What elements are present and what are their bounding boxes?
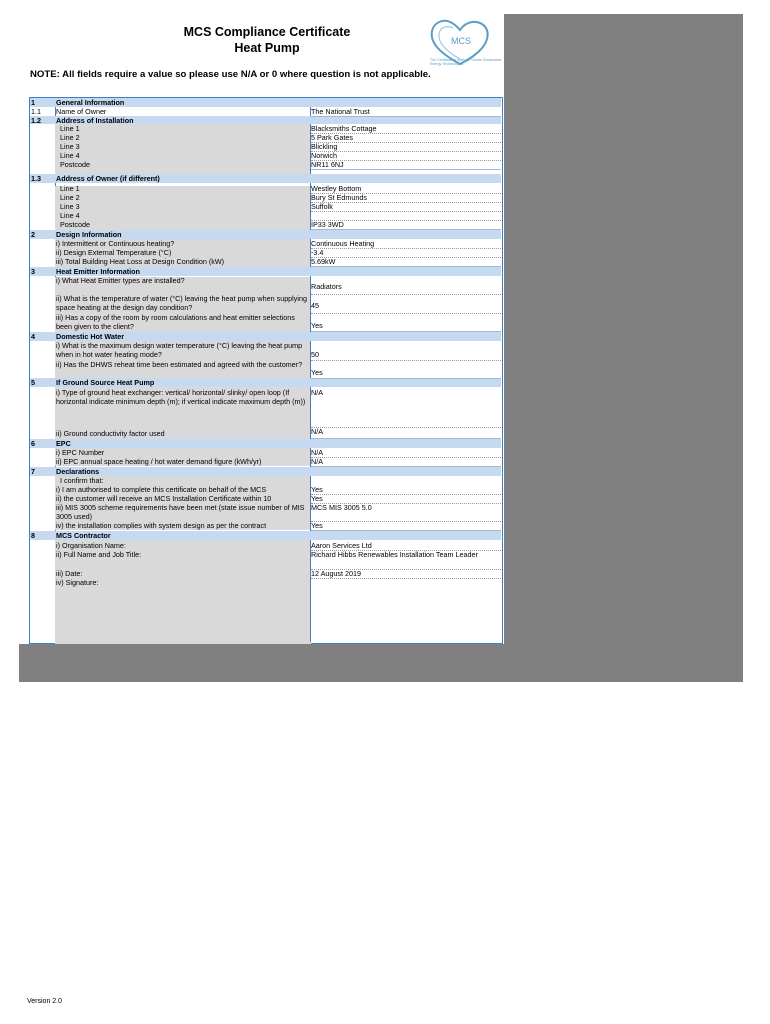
cell-border — [311, 550, 501, 551]
cell-border — [311, 229, 501, 230]
cell-border — [311, 211, 501, 212]
svg-text:MCS: MCS — [451, 36, 471, 46]
section-address: 1.2 Address of Installation — [30, 116, 501, 124]
grey-side-panel — [504, 14, 743, 682]
cell-border — [311, 160, 501, 161]
cell-border — [311, 169, 501, 170]
cell-border — [311, 116, 501, 117]
cell-border — [311, 133, 501, 134]
cell-border — [311, 530, 501, 531]
section-emitter: 3 Heat Emitter Information — [30, 267, 501, 276]
cell-border — [311, 360, 501, 361]
cell-border — [311, 202, 501, 203]
section-general: 1 General Information — [30, 98, 501, 107]
cell-border — [311, 569, 501, 570]
certificate-form: 1 General Information 1.1 Name of Owner The National Trust 1.2 Address of Installation Line 1 Blacksmiths Cottage Line 2 5 Park Gates Line 3 Blickling Line 4 Norwich Postcode NR11 6NJ 1.3 Address of Owner (if different) Line 1 Westley Bottom Line 2 Bury St Edmunds Line 3 Suffolk Line 4 Postcode IP33 3WD 2 Design Information i) Intermittent or Continuous heating? Continuous Heating ii) Design External Temperature (°C) -3.4 iii) Total Building Heat Loss at Design Condition (kW) 5.69kW 3 Heat Emitter Information i) What Heat Emitter types are installed? Radiators ii) What is the temperature of water (°C) leaving the heat pump when supplying space heating at the design day condition? 45 iii) Has a copy of the room by room calculations and heat emitter selections been given to the client? Yes 4 Domestic Hot Water i) What is the maximum design water temperature (°C) leaving the heat pump when in hot water heating mode? 50 ii) Has the DHWS reheat time been estimated and agreed with the customer? Yes 5 If Ground Source Heat Pump i) Type of ground heat exchanger: vertical/ horizontal/ slinky/ open loop (If horizontal indicate minimum depth (m); if vertical indicate maximum depth (m)) N/A ii) Ground conductivity factor used N/A 6 EPC i) EPC Number N/A ii) EPC annual space heating / hot water demand figure (kWh/yr) N/A 7 Declarations I confirm that: i) I am authorised to complete this certificate on behalf of the MCS Yes ii) the customer will receive an MCS Installation Certificate within 10 Yes iii) MIS 3005 scheme requirements have been met (state issue number of MIS 3005 used) MCS MIS 3005 5.0 iv) the installation complies with system design as per the contract Yes 8 MCS Contractor i) Organisation Name: Aaron Services Ltd ii) Full Name and Job Title: Richard Hibbs Renewables Installation Team Leader iii) Date: 12 August 2019 iv) Signature: — [29, 97, 503, 644]
page-title — [150, 24, 384, 56]
cell-border — [311, 457, 501, 458]
section-dhw: 4 Domestic Hot Water — [30, 332, 501, 341]
note-text: NOTE: All fields require a value so please use N/A or 0 where question is not applicable. — [30, 69, 431, 80]
cell-border — [311, 578, 501, 579]
version-label: Version 2.0 — [27, 998, 63, 1005]
cell-border — [311, 494, 501, 495]
cell-border — [311, 331, 501, 332]
cell-border — [311, 151, 501, 152]
section-owner-address: 1.3 Address of Owner (if different) — [30, 174, 501, 183]
section-gshp: 5 If Ground Source Heat Pump — [30, 378, 501, 387]
section-design: 2 Design Information — [30, 230, 501, 239]
cell-border — [311, 521, 501, 522]
cell-border — [311, 378, 501, 379]
section-declarations: 7 Declarations — [30, 467, 501, 476]
cell-border — [311, 266, 501, 267]
grey-bottom-panel — [19, 644, 743, 682]
cell-border — [311, 427, 501, 428]
cell-border — [311, 257, 501, 258]
cell-border — [311, 220, 501, 221]
logo-tagline: The Certification Mark for Onsite Sustainable Energy Technologies — [430, 58, 502, 67]
cell-border — [311, 142, 501, 143]
cell-border — [311, 248, 501, 249]
cell-border — [311, 193, 501, 194]
cell-border — [311, 313, 501, 314]
cell-border — [311, 438, 501, 439]
section-epc: 6 EPC — [30, 439, 501, 448]
title-line-1: MCS Compliance Certificate — [183, 25, 351, 39]
cell-border — [311, 466, 501, 467]
cell-border — [311, 503, 501, 504]
section-contractor: 8 MCS Contractor — [30, 531, 501, 540]
cell-border — [311, 294, 501, 295]
title-line-2: Heat Pump — [234, 41, 300, 55]
